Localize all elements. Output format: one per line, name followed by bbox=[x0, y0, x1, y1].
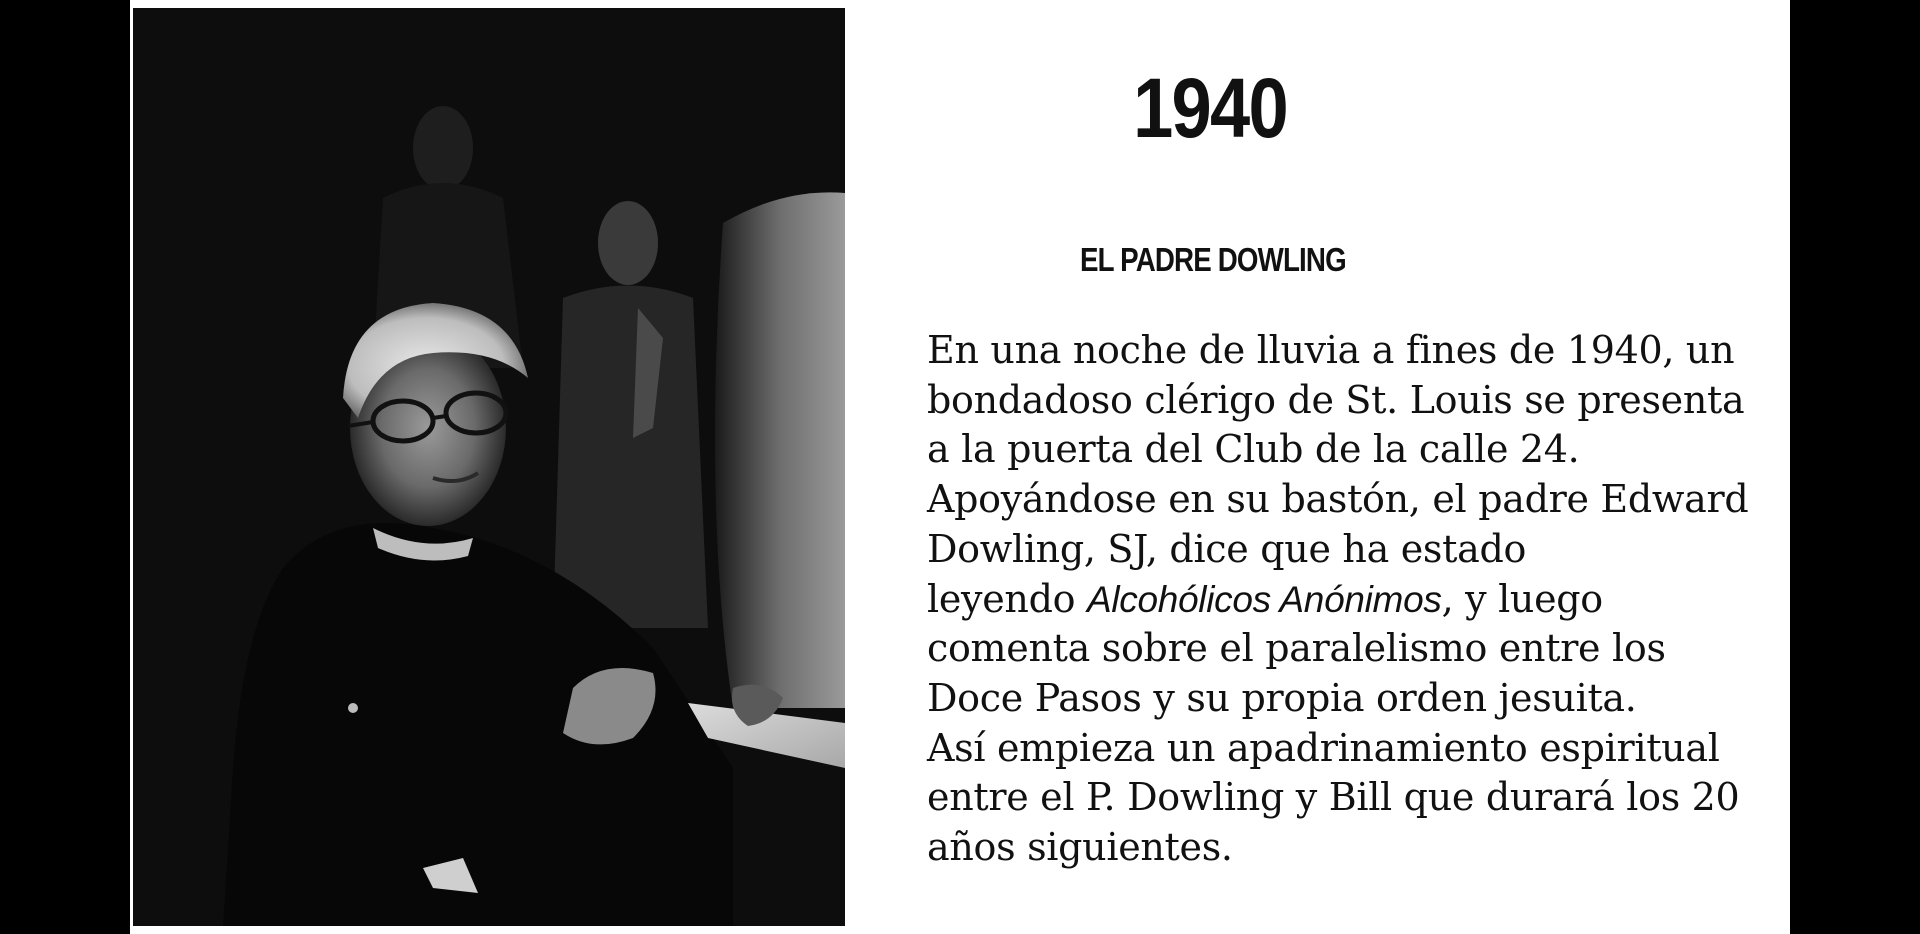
slide bbox=[130, 0, 1790, 934]
body-line: Así empieza un apadrinamiento espiritual bbox=[927, 725, 1720, 770]
body-line-lead: leyendo bbox=[927, 576, 1087, 621]
year-heading: 1940 bbox=[1133, 61, 1287, 155]
body-line: Dowling, SJ, dice que ha estado bbox=[927, 526, 1527, 571]
book-title: Alcohólicos Anónimos bbox=[1086, 578, 1442, 620]
body-line: En una noche de lluvia a fines de 1940, un bbox=[927, 328, 1735, 372]
portrait-photo-illustration bbox=[133, 8, 845, 926]
body-line: Apoyándose en su bastón, el padre Edward bbox=[927, 477, 1749, 522]
body-line: Doce Pasos y su propia orden jesuita. bbox=[927, 675, 1637, 720]
photo-frame bbox=[130, 0, 850, 934]
portrait-photo bbox=[133, 8, 845, 926]
body-line: a la puerta del Club de la calle 24. bbox=[927, 427, 1580, 472]
body-line: años siguientes. bbox=[927, 825, 1233, 870]
subtitle-heading: EL PADRE DOWLING bbox=[1080, 241, 1346, 278]
body-paragraph bbox=[927, 326, 1747, 873]
body-line: comenta sobre el paralelismo entre los bbox=[927, 626, 1666, 671]
body-line: bondadoso clérigo de St. Louis se presenta bbox=[927, 377, 1745, 422]
body-line-tail: , y luego bbox=[1441, 576, 1603, 621]
body-line bbox=[927, 575, 1747, 625]
body-line: entre el P. Dowling y Bill que durará los 20 bbox=[927, 775, 1740, 820]
